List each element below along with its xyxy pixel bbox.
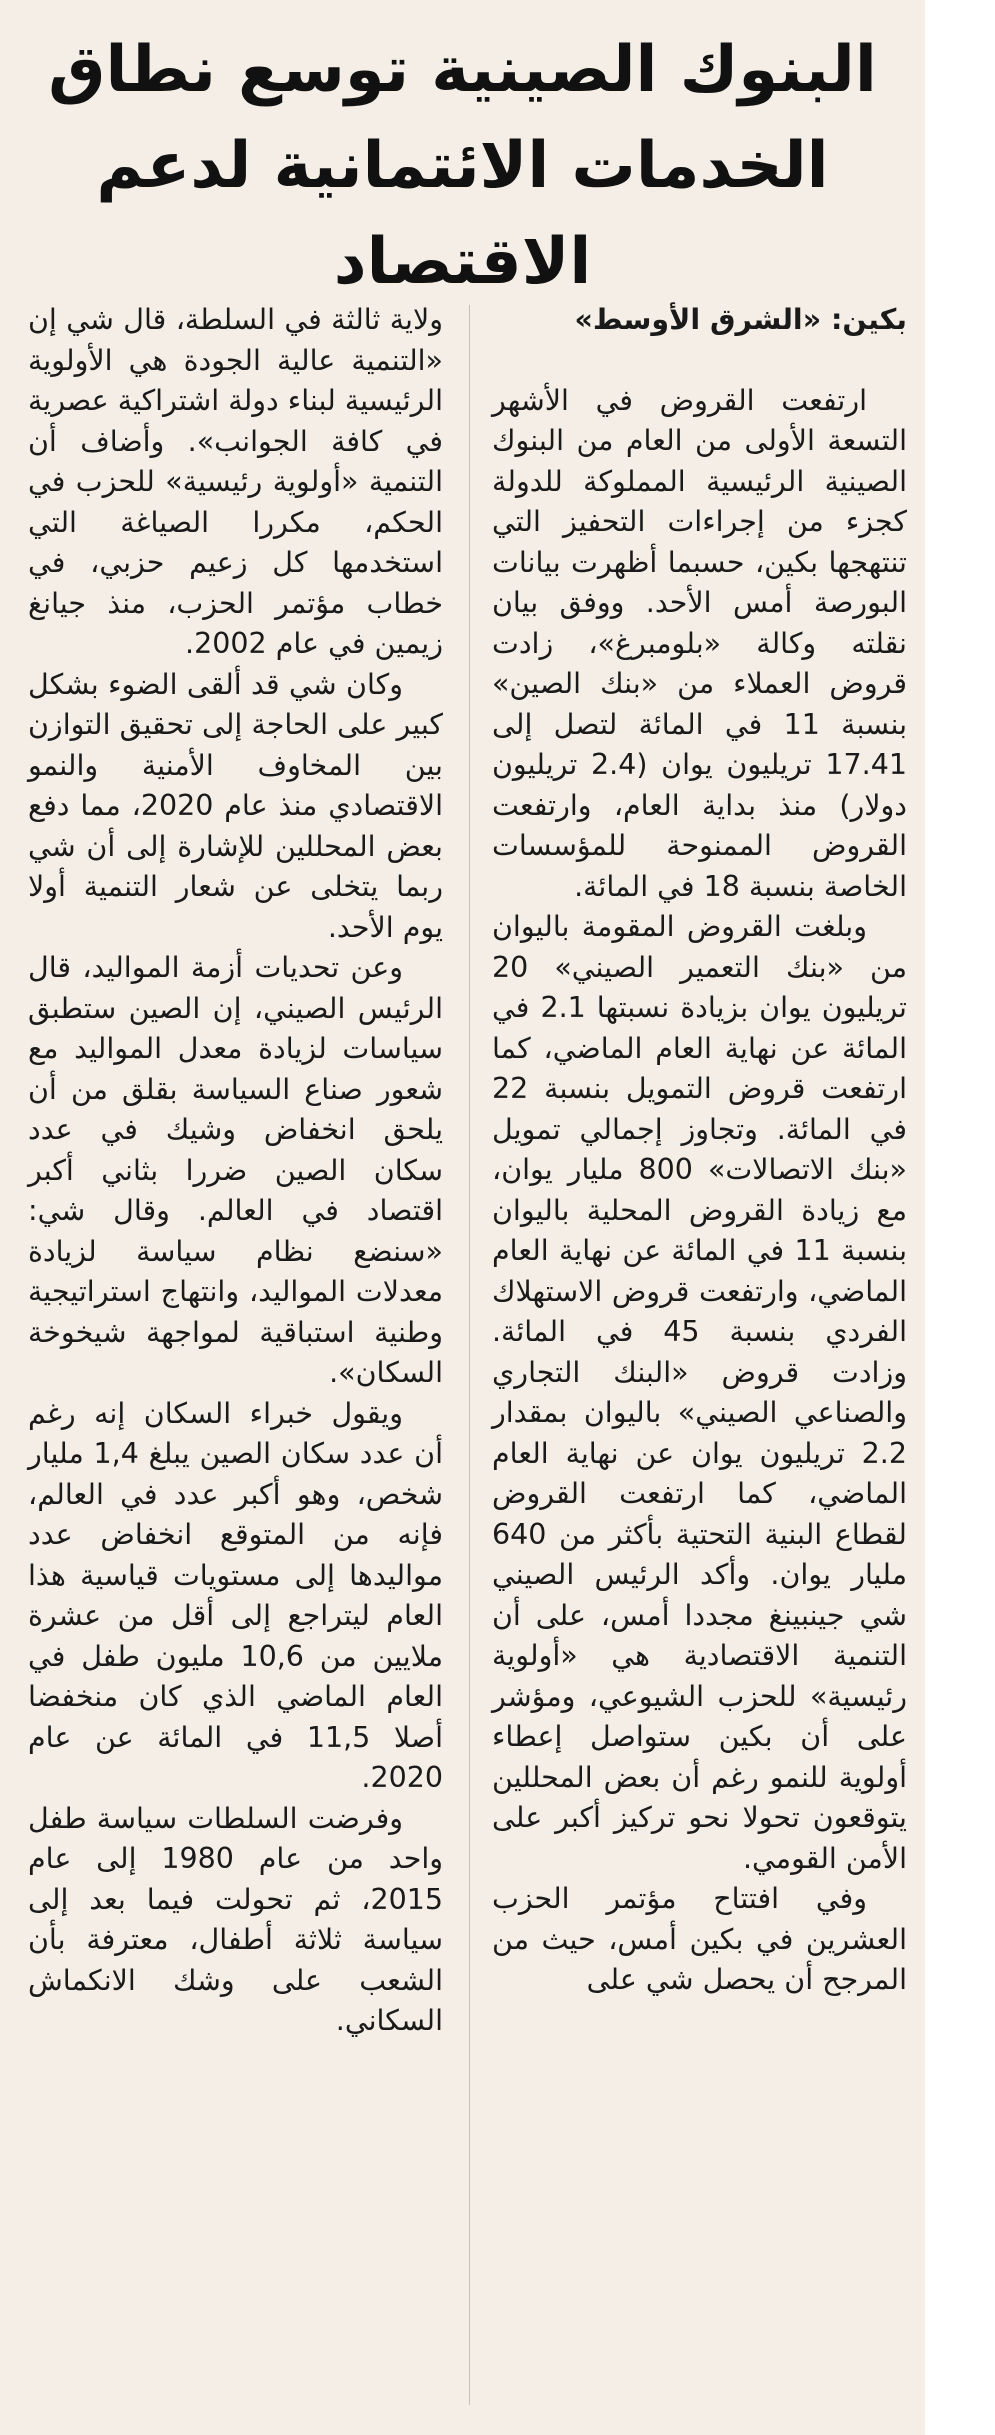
dateline: بكين: «الشرق الأوسط»	[574, 303, 907, 336]
article-column-left	[28, 300, 443, 2042]
article-headline	[30, 22, 895, 310]
paragraph: وبلغت القروض المقومة باليوان من «بنك التعمير الصيني» 20 تريليون يوان بزيادة نسبتها 2.1 في المائة عن نهاية العام الماضي، كما ارتفعت قروض التمويل بنسبة 22 في المائة. وتجاوز إجمالي تمويل «بنك الاتصالات» 800 مليار يوان، مع زيادة القروض المحلية باليوان بنسبة 11 في المائة عن نهاية العام الماضي، وارتفعت قروض الاستهلاك الفردي بنسبة 45 في المائة. وزادت قروض «البنك التجاري والصناعي الصيني» باليوان بمقدار 2.2 تريليون يوان عن نهاية العام الماضي، كما ارتفعت القروض لقطاع البنية التحتية بأكثر من 640 مليار يوان. وأكد الرئيس الصيني شي جينبينغ مجددا أمس، على أن التنمية الاقتصادية هي «أولوية رئيسية» للحزب الشيوعي، ومؤشر على أن بكين ستواصل إعطاء أولوية للنمو رغم أن بعض المحللين يتوقعون تحولا نحو تركيز أكبر على الأمن القومي.	[492, 910, 907, 1875]
paragraph: وكان شي قد ألقى الضوء بشكل كبير على الحاجة إلى تحقيق التوازن بين المخاوف الأمنية والنمو الاقتصادي منذ عام 2020، مما دفع بعض المحللين للإشارة إلى أن شي ربما يتخلى عن شعار التنمية أولا يوم الأحد.	[28, 667, 443, 944]
paragraph: ويقول خبراء السكان إنه رغم أن عدد سكان الصين يبلغ 1,4 مليار شخص، وهو أكبر عدد في العالم، فإنه من المتوقع انخفاض عدد مواليدها إلى مستويات قياسية هذا العام ليتراجع إلى أقل من عشرة ملايين من 10,6 مليون طفل في العام الماضي الذي كان منخفضا أصلا 11,5 في المائة عن عام 2020.	[28, 1396, 444, 1794]
paragraph: ارتفعت القروض في الأشهر التسعة الأولى من العام من البنوك الصينية الرئيسية المملوكة للدولة كجزء من إجراءات التحفيز التي تنتهجها بكين، حسبما أظهرت بيانات البورصة أمس الأحد. ووفق بيان نقلته وكالة «بلومبرغ»، زادت قروض العملاء من «بنك الصين» بنسبة 11 في المائة لتصل إلى 17.41 تريليون يوان (2.4 تريليون دولار) منذ بداية العام، وارتفعت القروض الممنوحة للمؤسسات الخاصة بنسبة 18 في المائة.	[492, 383, 908, 903]
paragraph: ولاية ثالثة في السلطة، قال شي إن «التنمية عالية الجودة هي الأولوية الرئيسية لبناء دولة اشتراكية عصرية في كافة الجوانب». وأضاف أن التنمية «أولوية رئيسية» للحزب في الحكم، مكررا الصياغة التي استخدمها كل زعيم حزبي، في خطاب مؤتمر الحزب، منذ جيانغ زيمين في عام 2002.	[28, 303, 443, 660]
column-divider	[469, 305, 470, 2405]
paragraph: وعن تحديات أزمة المواليد، قال الرئيس الصيني، إن الصين ستطبق سياسات لزيادة معدل المواليد مع شعور صناع السياسة بقلق من أن يلحق انخفاض وشيك في عدد سكان الصين ضررا بثاني أكبر اقتصاد في العالم. وقال شي: «سنضع نظام سياسة لزيادة معدلات المواليد، وانتهاج استراتيجية وطنية استباقية لمواجهة شيخوخة السكان».	[28, 951, 443, 1389]
headline-line-1: البنوك الصينية توسع نطاق	[48, 33, 877, 107]
article-column-right	[492, 300, 907, 2001]
headline-line-2: الخدمات الائتمانية لدعم الاقتصاد	[96, 129, 829, 299]
paragraph: وفي افتتاح مؤتمر الحزب العشرين في بكين أمس، حيث من المرجح أن يحصل شي على	[492, 1882, 907, 1996]
paragraph: وفرضت السلطات سياسة طفل واحد من عام 1980 إلى عام 2015، ثم تحولت فيما بعد إلى سياسة ثلاثة أطفال، معترفة بأن الشعب على وشك الانكماش السكاني.	[28, 1801, 444, 2037]
